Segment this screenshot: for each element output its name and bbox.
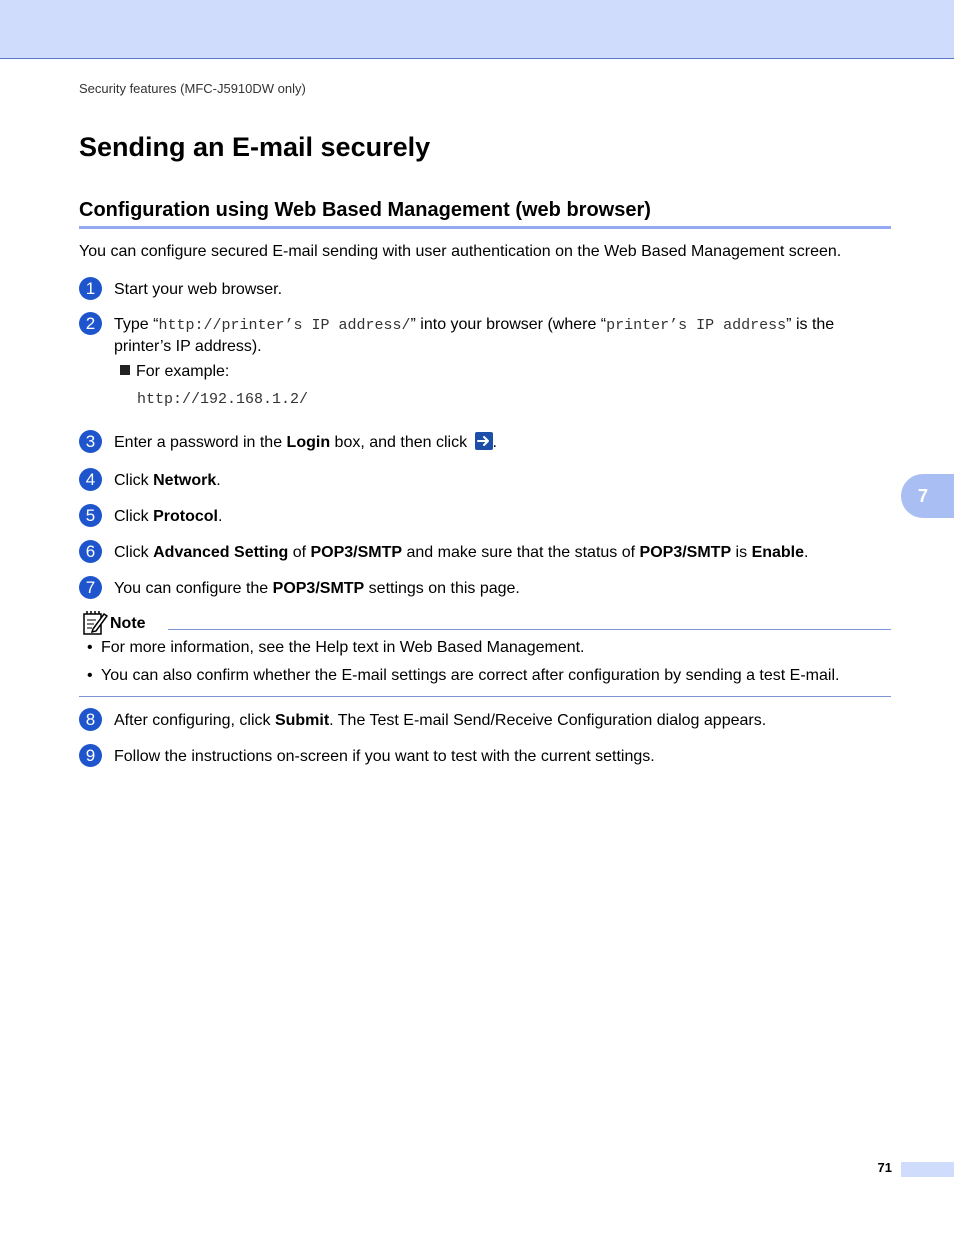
footer-bar: [901, 1162, 954, 1177]
login-term: Login: [286, 434, 331, 451]
step-text: [114, 542, 894, 563]
text-run: .: [492, 434, 497, 451]
text-run: . The Test E-mail Send/Receive Configuration dialog appears.: [329, 712, 767, 729]
protocol-term: Protocol: [153, 508, 218, 525]
step-2: [79, 314, 894, 357]
text-run: After configuring, click: [114, 712, 275, 729]
page-title: Sending an E-mail securely: [79, 132, 431, 162]
note-item-text: You can also confirm whether the E-mail settings are correct after configuration by sending a test E-mail.: [101, 667, 840, 684]
note-divider: [168, 629, 891, 630]
step-number-icon: 8: [79, 708, 102, 731]
step-6: [79, 542, 894, 563]
text-run: and make sure that the status of: [402, 544, 640, 561]
pop3-smtp-term: POP3/SMTP: [310, 544, 403, 561]
chapter-tab: [901, 474, 954, 518]
step-4: [79, 470, 894, 491]
arrow-right-icon: [475, 432, 493, 450]
step-text: [114, 710, 894, 731]
step-number-icon: 2: [79, 312, 102, 335]
step-number-icon: 1: [79, 277, 102, 300]
text-run: Enter a password in the: [114, 434, 287, 451]
square-bullet-icon: [120, 365, 130, 375]
note-item: [87, 638, 897, 658]
chapter-number: 7: [917, 486, 928, 506]
text-run: Click: [114, 544, 154, 561]
example-label: For example:: [136, 363, 230, 380]
top-header-band: [0, 0, 954, 59]
notepad-pencil-icon: [82, 610, 108, 641]
running-head: Security features (MFC-J5910DW only): [79, 81, 306, 96]
ip-code: printer’s IP address: [606, 317, 787, 334]
step-1: [79, 279, 894, 300]
step-text: [114, 470, 894, 491]
bullet-dot-icon: •: [87, 639, 93, 656]
note-label: Note: [110, 615, 146, 632]
step-text: [114, 506, 894, 527]
pop3-smtp-term: POP3/SMTP: [639, 544, 732, 561]
note-item-text: For more information, see the Help text in Web Based Management.: [101, 639, 585, 656]
submit-term: Submit: [274, 712, 330, 729]
step-5: [79, 506, 894, 527]
text-run: ” is the printer’s IP address).: [114, 316, 835, 355]
text-run: Click: [114, 472, 154, 489]
step-number-icon: 6: [79, 540, 102, 563]
text-run: ” into your browser (where “: [410, 316, 607, 333]
example-url: http://192.168.1.2/: [137, 391, 309, 408]
text-run: is: [731, 544, 752, 561]
step-9: [79, 746, 894, 767]
text-run: settings on this page.: [364, 580, 520, 597]
pop3-smtp-term: POP3/SMTP: [272, 580, 365, 597]
step-text: [114, 314, 894, 357]
step-number-icon: 9: [79, 744, 102, 767]
note-bottom-divider: [79, 696, 891, 697]
step-text: [114, 578, 894, 599]
step-text: [114, 432, 894, 453]
example-subitem: [120, 362, 229, 382]
text-run: Click: [114, 508, 154, 525]
step-3: [79, 432, 894, 453]
step-8: [79, 710, 894, 731]
step-text: Start your web browser.: [114, 281, 283, 298]
bullet-dot-icon: •: [87, 667, 93, 684]
text-run: .: [218, 508, 223, 525]
url-code: http://printer’s IP address/: [158, 317, 411, 334]
step-number-icon: 5: [79, 504, 102, 527]
text-run: of: [288, 544, 311, 561]
enable-term: Enable: [751, 544, 805, 561]
note-item: [87, 666, 897, 686]
text-run: .: [804, 544, 809, 561]
section-title: Configuration using Web Based Management (web browser): [79, 199, 891, 229]
step-text: Follow the instructions on-screen if you want to test with the current settings.: [114, 748, 655, 765]
intro-paragraph: You can configure secured E-mail sending with user authentication on the Web Based Management screen.: [79, 243, 842, 260]
page-number: 71: [877, 1160, 892, 1175]
text-run: You can configure the: [114, 580, 273, 597]
text-run: .: [216, 472, 221, 489]
text-run: Type “: [114, 316, 159, 333]
note-header: [82, 610, 891, 632]
advanced-setting-term: Advanced Setting: [153, 544, 289, 561]
step-number-icon: 7: [79, 576, 102, 599]
step-number-icon: 4: [79, 468, 102, 491]
text-run: box, and then click: [330, 434, 472, 451]
step-7: [79, 578, 894, 599]
step-number-icon: 3: [79, 430, 102, 453]
network-term: Network: [153, 472, 217, 489]
